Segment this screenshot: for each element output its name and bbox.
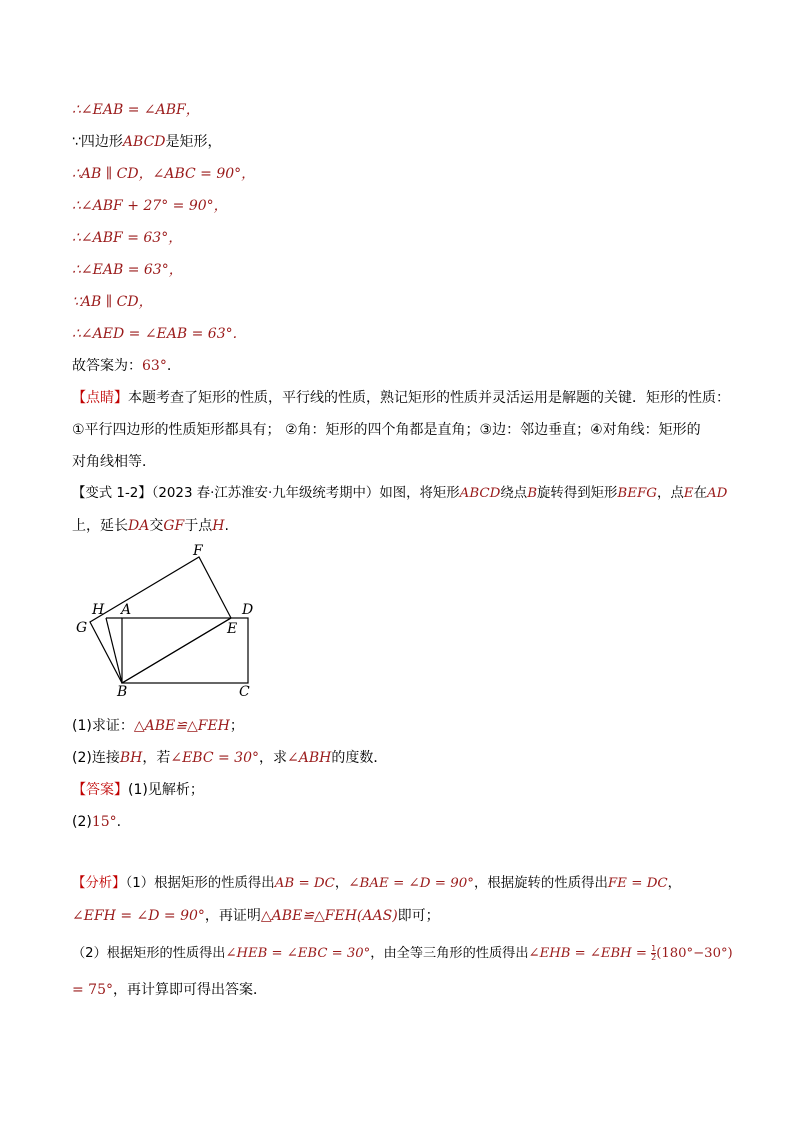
step-7-math: ∵AB ∥ CD，	[72, 294, 153, 310]
fraction-numerator: 1	[651, 943, 657, 953]
analysis-3-a: （2）根据矩形的性质得出	[72, 946, 226, 961]
step-3	[72, 164, 255, 184]
analysis-1-e: ，根据旋转的性质得出	[473, 876, 608, 891]
segment-gf: GF	[163, 518, 185, 534]
question-1-math: △ABE≌△FEH	[133, 718, 230, 734]
question-1-end: ；	[229, 718, 244, 734]
dianjing-text-1: 本题考查了矩形的性质，平行线的性质，熟记矩形的性质并灵活运用是解题的关键．矩形的性质：	[128, 390, 730, 406]
analysis-1-g: ，	[667, 876, 682, 891]
point-e: E	[683, 486, 694, 501]
problem-line-2	[72, 516, 229, 536]
problem-line-1	[72, 484, 727, 504]
question-2	[72, 748, 387, 768]
analysis-line-2	[72, 906, 440, 926]
problem-text-1: 如图，将矩形	[379, 486, 460, 501]
final-answer-label: 故答案为：	[72, 358, 142, 374]
label-e: E	[227, 621, 238, 637]
dianjing-text-2: ①平行四边形的性质矩形都具有； ②角：矩形的四个角都是直角；③边：邻边垂直；④对角线：矩形的	[72, 422, 701, 438]
problem-text-2: 绕点	[500, 486, 528, 501]
fraction-denominator: 2	[651, 952, 657, 962]
step-3-math: ∴AB ∥ CD，∠ABC = 90°，	[72, 166, 256, 182]
point-b: B	[527, 486, 538, 501]
analysis-1-angle: ∠BAE = ∠D = 90°	[348, 876, 474, 891]
final-answer-dot: .	[166, 358, 172, 374]
step-2-math: ABCD	[122, 134, 166, 150]
problem-line-2-c: 于点	[184, 518, 213, 534]
geometry-figure	[72, 544, 262, 700]
label-d: D	[242, 602, 254, 618]
analysis-2-b: ，再证明	[204, 908, 261, 924]
label-h: H	[92, 602, 105, 618]
analysis-2-angle: ∠EFH = ∠D = 90°	[72, 908, 205, 924]
rect-befg: BEFG	[617, 486, 657, 501]
problem-line-2-d: .	[224, 518, 229, 534]
step-6	[72, 260, 183, 280]
label-a: A	[121, 602, 132, 618]
problem-line-2-b: 交	[149, 518, 164, 534]
answer-2-value: 15°	[91, 814, 117, 830]
answer-line-2	[72, 812, 121, 832]
step-7	[72, 292, 153, 312]
step-2-text-a: ∵四边形	[72, 134, 123, 150]
step-1-math: ∴∠EAB = ∠ABF，	[72, 102, 200, 118]
analysis-3-angle-heb: ∠HEB = ∠EBC = 30°	[225, 946, 371, 961]
question-1	[72, 716, 244, 736]
answer-line-1	[72, 780, 204, 800]
step-4	[72, 196, 228, 216]
analysis-4-b: ，再计算即可得出答案．	[113, 982, 267, 998]
analysis-line-1	[72, 874, 681, 894]
label-c: C	[239, 684, 250, 700]
dianjing-line-1	[72, 388, 730, 408]
answer-2-label: (2)	[72, 814, 92, 830]
question-2-text-1: ，若	[142, 750, 171, 766]
rectangle-befg	[90, 557, 231, 683]
dianjing-tag: 【点睛】	[72, 390, 128, 406]
segment-ad: AD	[706, 486, 728, 501]
analysis-line-4	[72, 980, 267, 1000]
analysis-2-congruence: △ABE≌△FEH(AAS)	[260, 908, 398, 924]
step-6-math: ∴∠EAB = 63°，	[72, 262, 183, 278]
analysis-1-fe-dc: FE = DC	[607, 876, 668, 891]
problem-text-5: 在	[693, 486, 707, 501]
answer-1: (1)见解析；	[128, 782, 204, 798]
step-5-math: ∴∠ABF = 63°，	[72, 230, 183, 246]
step-8-math: ∴∠AED = ∠EAB = 63°.	[72, 326, 238, 342]
step-4-math: ∴∠ABF + 27° = 90°，	[72, 198, 228, 214]
point-h: H	[212, 518, 225, 534]
question-2-text-3: 的度数．	[331, 750, 388, 766]
question-2-text-2: ，求	[259, 750, 287, 766]
question-2-angle-abh: ∠ABH	[287, 750, 332, 766]
problem-text-3: 旋转得到矩形	[537, 486, 618, 501]
problem-tag: 【变式 1-2】	[72, 486, 152, 501]
analysis-4-result: = 75°	[72, 982, 113, 998]
analysis-1-a: （1）根据矩形的性质得出	[125, 876, 275, 891]
step-2-text-b: 是矩形，	[165, 134, 222, 150]
analysis-3-angle-ehb: ∠EHB = ∠EBH =	[528, 946, 652, 961]
problem-line-2-a: 上，延长	[72, 518, 128, 534]
step-5	[72, 228, 182, 248]
step-1	[72, 100, 200, 120]
rect-abcd: ABCD	[459, 486, 501, 501]
segment-da: DA	[128, 518, 150, 534]
question-2-angle-ebc: ∠EBC = 30°	[170, 750, 259, 766]
label-f: F	[193, 544, 203, 559]
analysis-line-3	[72, 944, 733, 964]
segment-bh	[106, 618, 122, 683]
analysis-1-ab-dc: AB = DC	[274, 876, 335, 891]
question-1-label: (1)求证：	[72, 718, 134, 734]
answer-tag: 【答案】	[72, 782, 128, 798]
step-8	[72, 324, 237, 344]
problem-source: （2023 春·江苏淮安·九年级统考期中）	[151, 486, 380, 501]
dianjing-line-2	[72, 420, 701, 440]
analysis-1-c: ，	[334, 876, 349, 891]
problem-text-4: ，点	[657, 486, 684, 501]
analysis-tag: 【分析】	[72, 876, 126, 891]
step-2	[72, 132, 222, 152]
analysis-3-c: ，由全等三角形的性质得出	[370, 946, 529, 961]
question-2-label: (2)连接	[72, 750, 120, 766]
label-g: G	[76, 620, 88, 636]
dianjing-line-3	[72, 452, 156, 472]
question-2-bh: BH	[119, 750, 143, 766]
answer-2-dot: .	[116, 814, 122, 830]
analysis-2-d: 即可；	[397, 908, 440, 924]
label-b: B	[117, 684, 128, 700]
analysis-3-expression: (180°−30°)	[656, 946, 733, 961]
final-answer	[72, 356, 171, 376]
segment-be	[122, 618, 231, 683]
final-answer-value: 63°	[142, 358, 167, 374]
dianjing-text-3: 对角线相等．	[72, 454, 156, 470]
